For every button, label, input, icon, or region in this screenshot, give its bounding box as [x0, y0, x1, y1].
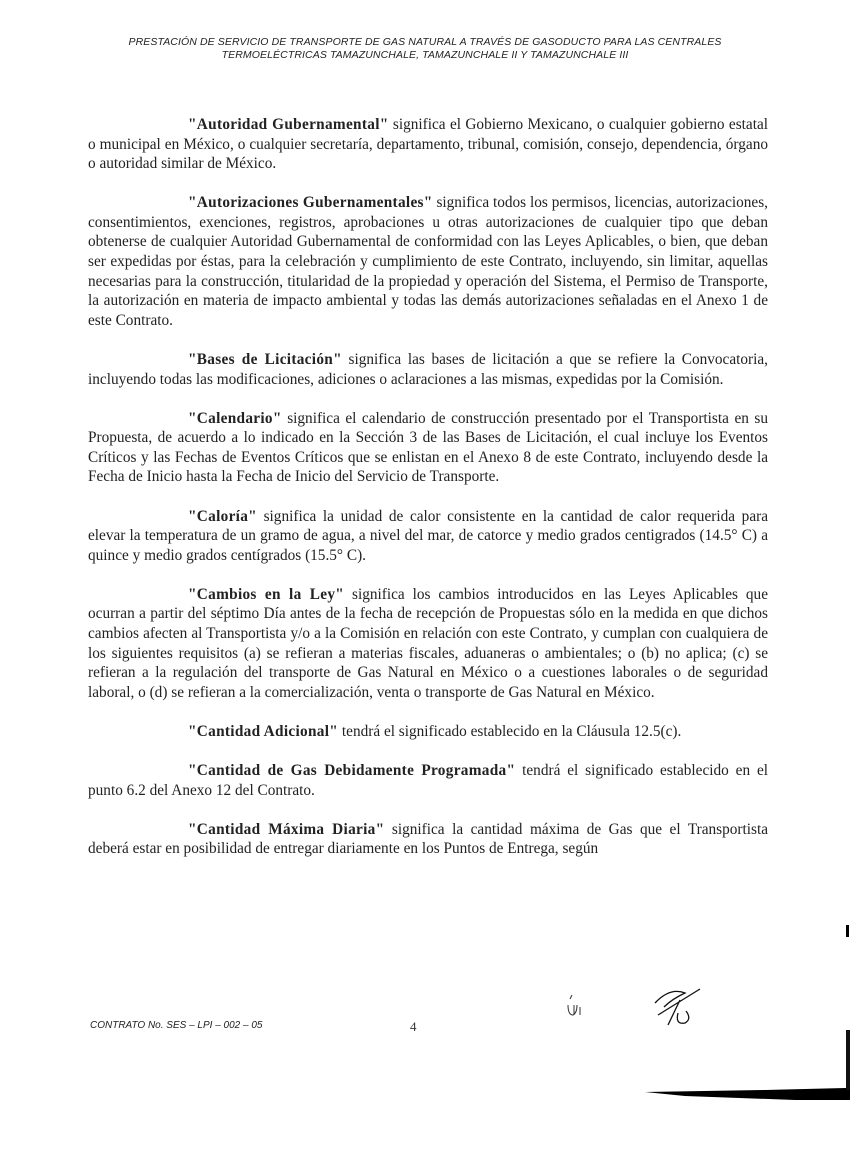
- definition-paragraph: [88, 409, 768, 487]
- scan-shadow-artifact: [645, 1030, 850, 1100]
- scan-margin-mark: [846, 925, 849, 937]
- definitions-body: [88, 115, 768, 878]
- definition-paragraph: [88, 115, 768, 174]
- definition-paragraph: [88, 820, 768, 859]
- definition-paragraph: [88, 193, 768, 330]
- definition-text: tendrá el significado establecido en el punto 6.2 del Anexo 12 del Contrato.: [88, 761, 768, 799]
- definition-term: "Cantidad Máxima Diaria": [188, 820, 385, 838]
- definition-text: significa todos los permisos, licencias, autorizaciones, consentimientos, exenciones, registros, aprobaciones u otras autorizaciones de cualquier tipo que deban obtenerse de cualquier Autoridad Gubernamental de conformidad con las Leyes Aplicables, o bien, que deban ser expedidas por éstas, para la celebración y cumplimiento de este Contrato, incluyendo, sin limitar, aquellas necesarias para la construcción, titularidad de la propiedad y operación del Sistema, el Permiso de Transporte, la autorización en materia de impacto ambiental y todas las demás autorizaciones señaladas en el Anexo 1 de este Contrato.: [88, 194, 768, 329]
- definition-text: significa las bases de licitación a que se refiere la Convocatoria, incluyendo todas las modificaciones, adiciones o aclaraciones a las mismas, expedidas por la Comisión.: [88, 350, 768, 388]
- definition-term: "Cambios en la Ley": [188, 585, 345, 603]
- handwritten-initials-icon: [560, 985, 740, 1035]
- definition-paragraph: [88, 761, 768, 800]
- definition-term: "Bases de Licitación": [188, 350, 342, 368]
- header-line-2: TERMOELÉCTRICAS TAMAZUNCHALE, TAMAZUNCHALE II Y TAMAZUNCHALE III: [221, 49, 629, 61]
- definition-paragraph: [88, 585, 768, 703]
- definition-term: "Cantidad de Gas Debidamente Programada": [188, 761, 516, 779]
- header-line-1: PRESTACIÓN DE SERVICIO DE TRANSPORTE DE GAS NATURAL A TRAVÉS DE GASODUCTO PARA LAS CENTRALES: [128, 36, 722, 48]
- definition-text: significa los cambios introducidos en las Leyes Aplicables que ocurran a partir del séptimo Día antes de la fecha de recepción de Propuestas sólo en la medida en que dichos cambios afecten al Transportista y/o a la Comisión en relación con este Contrato, y cumplan con cualquiera de los siguientes requisitos (a) se refieran a materias fiscales, aduaneras o ambientales; o (b) no aplica; (c) se refieran a la regulación del transporte de Gas Natural en México o a cuestiones laborales o de seguridad laboral, o (d) se refieran a la comercialización, venta o transporte de Gas Natural en México.: [88, 585, 768, 701]
- definition-text: significa la unidad de calor consistente en la cantidad de calor requerida para elevar la temperatura de un gramo de agua, a nivel del mar, de catorce y medio grados centigrados (14.5° C) a quince y medio grados centígrados (15.5° C).: [88, 507, 768, 564]
- definition-text: significa el calendario de construcción presentado por el Transportista en su Propuesta, de acuerdo a lo indicado en la Sección 3 de las Bases de Licitación, el cual incluye los Eventos Críticos y las Fechas de Eventos Críticos que se enlistan en el Anexo 8 de este Contrato, incluyendo desde la Fecha de Inicio hasta la Fecha de Inicio del Servicio de Transporte.: [88, 409, 768, 486]
- definition-term: "Calendario": [188, 409, 282, 427]
- page-number: 4: [410, 1019, 417, 1034]
- running-header: [0, 36, 850, 62]
- definition-text: significa el Gobierno Mexicano, o cualquier gobierno estatal o municipal en México, o cualquier secretaría, departamento, tribunal, comisión, consejo, dependencia, órgano o autoridad similar de México.: [88, 116, 768, 173]
- definition-paragraph: [88, 722, 768, 742]
- contract-number: CONTRATO No. SES – LPI – 002 – 05: [90, 1020, 263, 1031]
- definition-term: "Autorizaciones Gubernamentales": [188, 194, 433, 212]
- definition-paragraph: [88, 350, 768, 389]
- definition-paragraph: [88, 507, 768, 566]
- definition-text: significa la cantidad máxima de Gas que el Transportista deberá estar en posibilidad de entregar diariamente en los Puntos de Entrega, según: [88, 820, 768, 858]
- definition-term: "Autoridad Gubernamental": [188, 116, 389, 133]
- definition-term: "Cantidad Adicional": [188, 722, 339, 740]
- definition-text: tendrá el significado establecido en la Cláusula 12.5(c).: [338, 722, 682, 740]
- definition-term: "Caloría": [188, 507, 257, 525]
